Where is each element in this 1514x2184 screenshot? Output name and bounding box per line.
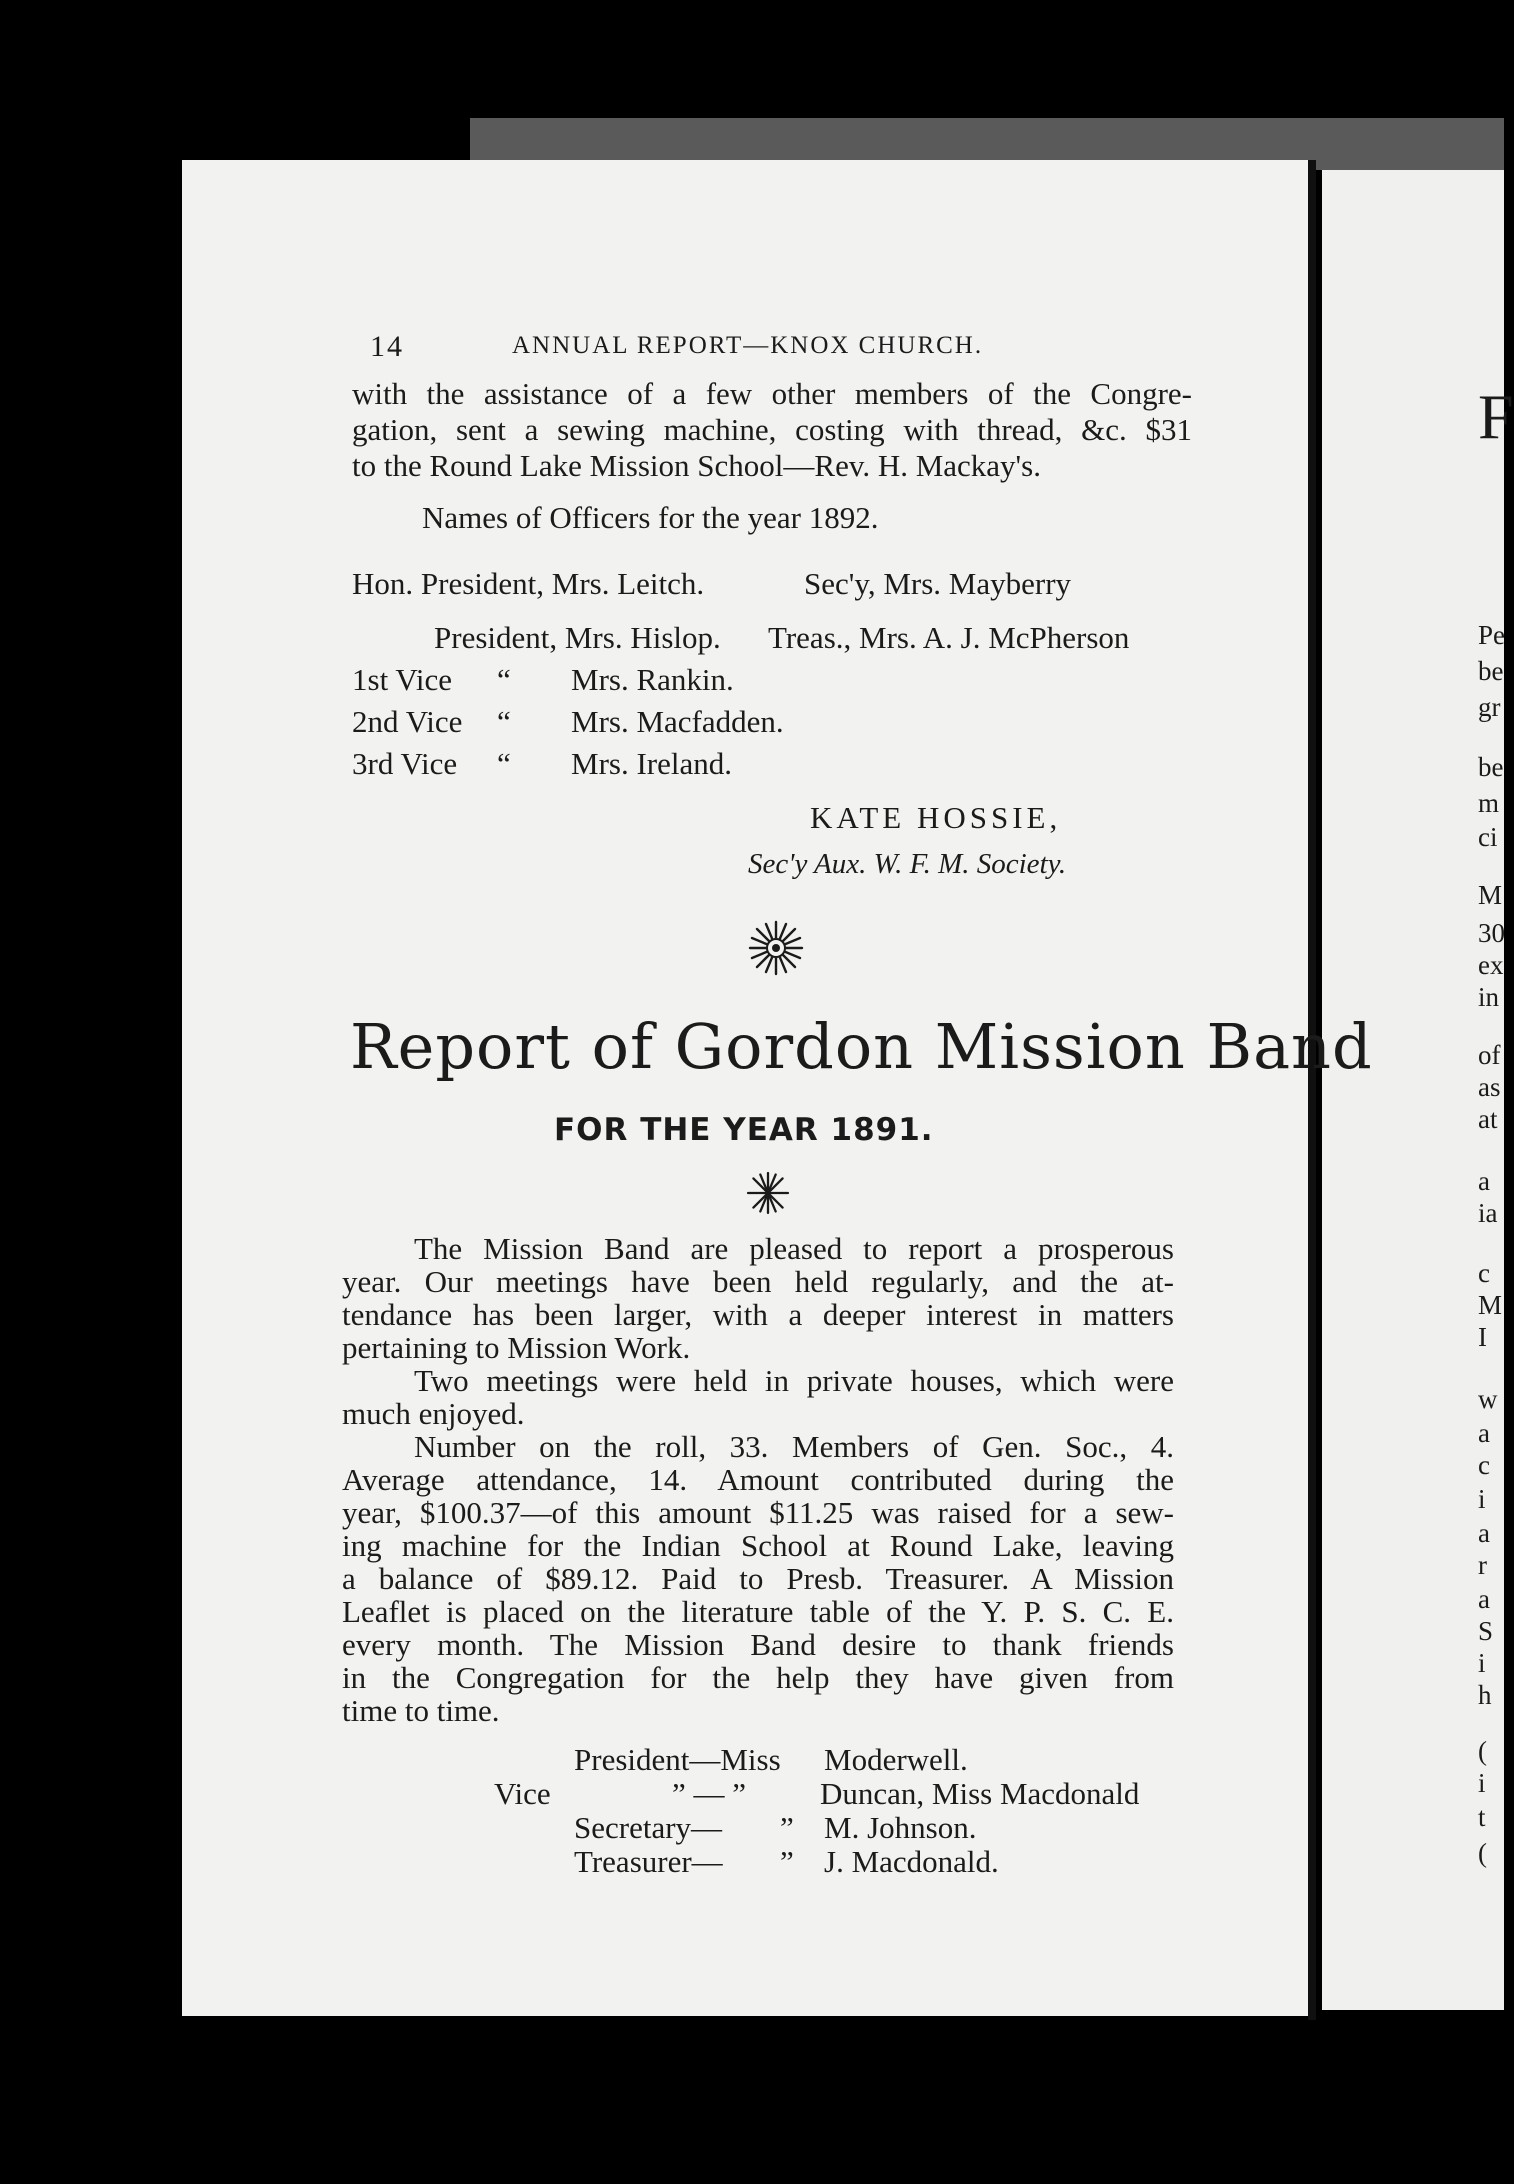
paragraph-line: Average attendance, 14. Amount contributed during the [342, 1462, 1174, 1497]
paragraph-line: pertaining to Mission Work. [342, 1330, 691, 1365]
treasurer-1892: Treas., Mrs. A. J. McPherson [768, 620, 1130, 655]
vice-rank: 2nd Vice [352, 704, 463, 739]
hon-president: Hon. President, Mrs. Leitch. [352, 566, 705, 601]
adjacent-page-fragment: ( [1478, 1736, 1487, 1766]
adjacent-page-fragment: I [1478, 1322, 1487, 1352]
star-ornament-icon [746, 918, 806, 983]
paragraph-line: Leaflet is placed on the literature table of the Y. P. S. C. E. [342, 1594, 1174, 1629]
adjacent-page-fragment: at [1478, 1104, 1498, 1134]
adjacent-page-fragment: i [1478, 1768, 1486, 1798]
star-ornament-icon [745, 1170, 791, 1221]
band-president-name: Moderwell. [824, 1742, 968, 1777]
adjacent-page-fragment: ia [1478, 1198, 1498, 1228]
paragraph-line: a balance of $89.12. Paid to Presb. Treasurer. A Mission [342, 1561, 1174, 1596]
intro-paragraph [352, 376, 1192, 484]
vice-rank: 1st Vice [352, 662, 453, 697]
adjacent-page-fragment: ci [1478, 822, 1498, 852]
adjacent-page-fragment: be [1478, 656, 1504, 686]
ditto-mark: ” [780, 1844, 794, 1879]
paragraph-line: much enjoyed. [342, 1396, 525, 1431]
adjacent-page-fragment: as [1478, 1072, 1501, 1102]
band-vice-name: Duncan, Miss Macdonald [820, 1776, 1140, 1811]
paragraph-line: The Mission Band are pleased to report a prosperous [414, 1231, 1174, 1266]
paragraph-line: Number on the roll, 33. Members of Gen. Soc., 4. [414, 1429, 1174, 1464]
ditto-mark: ” [780, 1810, 794, 1845]
adjacent-page-fragment: a [1478, 1166, 1490, 1196]
intro-line: with the assistance of a few other members of the Congre- [352, 376, 1192, 411]
adjacent-page-fragment: i [1478, 1484, 1486, 1514]
vice-name: Mrs. Rankin. [571, 662, 734, 697]
paragraph-line: Two meetings were held in private houses, which were [414, 1363, 1174, 1398]
signature-role: Sec'y Aux. W. F. M. Society. [748, 848, 1067, 880]
ditto-mark: ” — ” [672, 1776, 747, 1811]
paragraph-line: tendance has been larger, with a deeper interest in matters [342, 1297, 1174, 1332]
adjacent-page-fragment: c [1478, 1258, 1490, 1288]
officers-heading: Names of Officers for the year 1892. [422, 500, 879, 535]
adjacent-page-fragment: r [1478, 1550, 1487, 1580]
report-body [342, 1232, 1174, 1727]
adjacent-page-fragment: i [1478, 1648, 1486, 1678]
adjacent-page-fragment: of [1478, 1040, 1501, 1070]
adjacent-page-fragment: c [1478, 1450, 1490, 1480]
band-vice-label: Vice [494, 1776, 551, 1811]
adjacent-page-fragment: M [1478, 880, 1503, 910]
paragraph-line: time to time. [342, 1693, 500, 1728]
vice-rank: 3rd Vice [352, 746, 458, 781]
adjacent-page-fragment: Pe [1478, 620, 1505, 650]
page-gutter [1308, 160, 1316, 2020]
report-subtitle: FOR THE YEAR 1891. [554, 1112, 934, 1148]
adjacent-page-fragment: a [1478, 1418, 1490, 1448]
adjacent-page-fragment: ( [1478, 1838, 1487, 1868]
ditto-mark: “ [497, 704, 511, 739]
paragraph-line: year, $100.37—of this amount $11.25 was raised for a sew- [342, 1495, 1174, 1530]
paragraph-line: in the Congregation for the help they have given from [342, 1660, 1174, 1695]
report-title: Report of Gordon Mission Band [350, 1010, 1373, 1083]
band-president-label: President—Miss [574, 1742, 781, 1777]
adjacent-page-fragment: 30 [1478, 918, 1505, 948]
adjacent-page-fragment: m [1478, 788, 1500, 818]
intro-line: gation, sent a sewing machine, costing with thread, &c. $31 [352, 412, 1192, 447]
band-secretary-name: M. Johnson. [824, 1810, 977, 1845]
adjacent-page-fragment: ex [1478, 950, 1504, 980]
vice-name: Mrs. Ireland. [571, 746, 732, 781]
adjacent-page-initial: F [1478, 381, 1514, 452]
band-treasurer-label: Treasurer— [574, 1844, 723, 1879]
adjacent-page-fragment: h [1478, 1680, 1492, 1710]
running-title: ANNUAL REPORT—KNOX CHURCH. [512, 332, 984, 359]
page-number: 14 [370, 330, 404, 363]
ditto-mark: “ [497, 662, 511, 697]
adjacent-page-fragment: a [1478, 1584, 1490, 1614]
vice-name: Mrs. Macfadden. [571, 704, 784, 739]
paragraph-line: year. Our meetings have been held regularly, and the at- [342, 1264, 1174, 1299]
secretary-1892: Sec'y, Mrs. Mayberry [804, 566, 1072, 601]
adjacent-page-fragment: S [1478, 1616, 1494, 1646]
adjacent-page-fragment: t [1478, 1802, 1486, 1832]
signature-name: KATE HOSSIE, [810, 800, 1062, 835]
paragraph-line: every month. The Mission Band desire to thank friends [342, 1627, 1174, 1662]
president-1892: President, Mrs. Hislop. [434, 620, 721, 655]
adjacent-page-fragment: gr [1478, 692, 1501, 722]
adjacent-page-fragment: in [1478, 982, 1500, 1012]
adjacent-page [1322, 170, 1504, 2010]
paragraph-line: ing machine for the Indian School at Round Lake, leaving [342, 1528, 1174, 1563]
band-secretary-label: Secretary— [574, 1810, 723, 1845]
adjacent-page-fragment: be [1478, 752, 1504, 782]
band-treasurer-name: J. Macdonald. [824, 1844, 999, 1879]
adjacent-page-fragment: w [1478, 1384, 1498, 1414]
adjacent-page-fragment: a [1478, 1518, 1490, 1548]
intro-line: to the Round Lake Mission School—Rev. H. Mackay's. [352, 448, 1041, 483]
ditto-mark: “ [497, 746, 511, 781]
adjacent-page-fragment: M [1478, 1290, 1503, 1320]
